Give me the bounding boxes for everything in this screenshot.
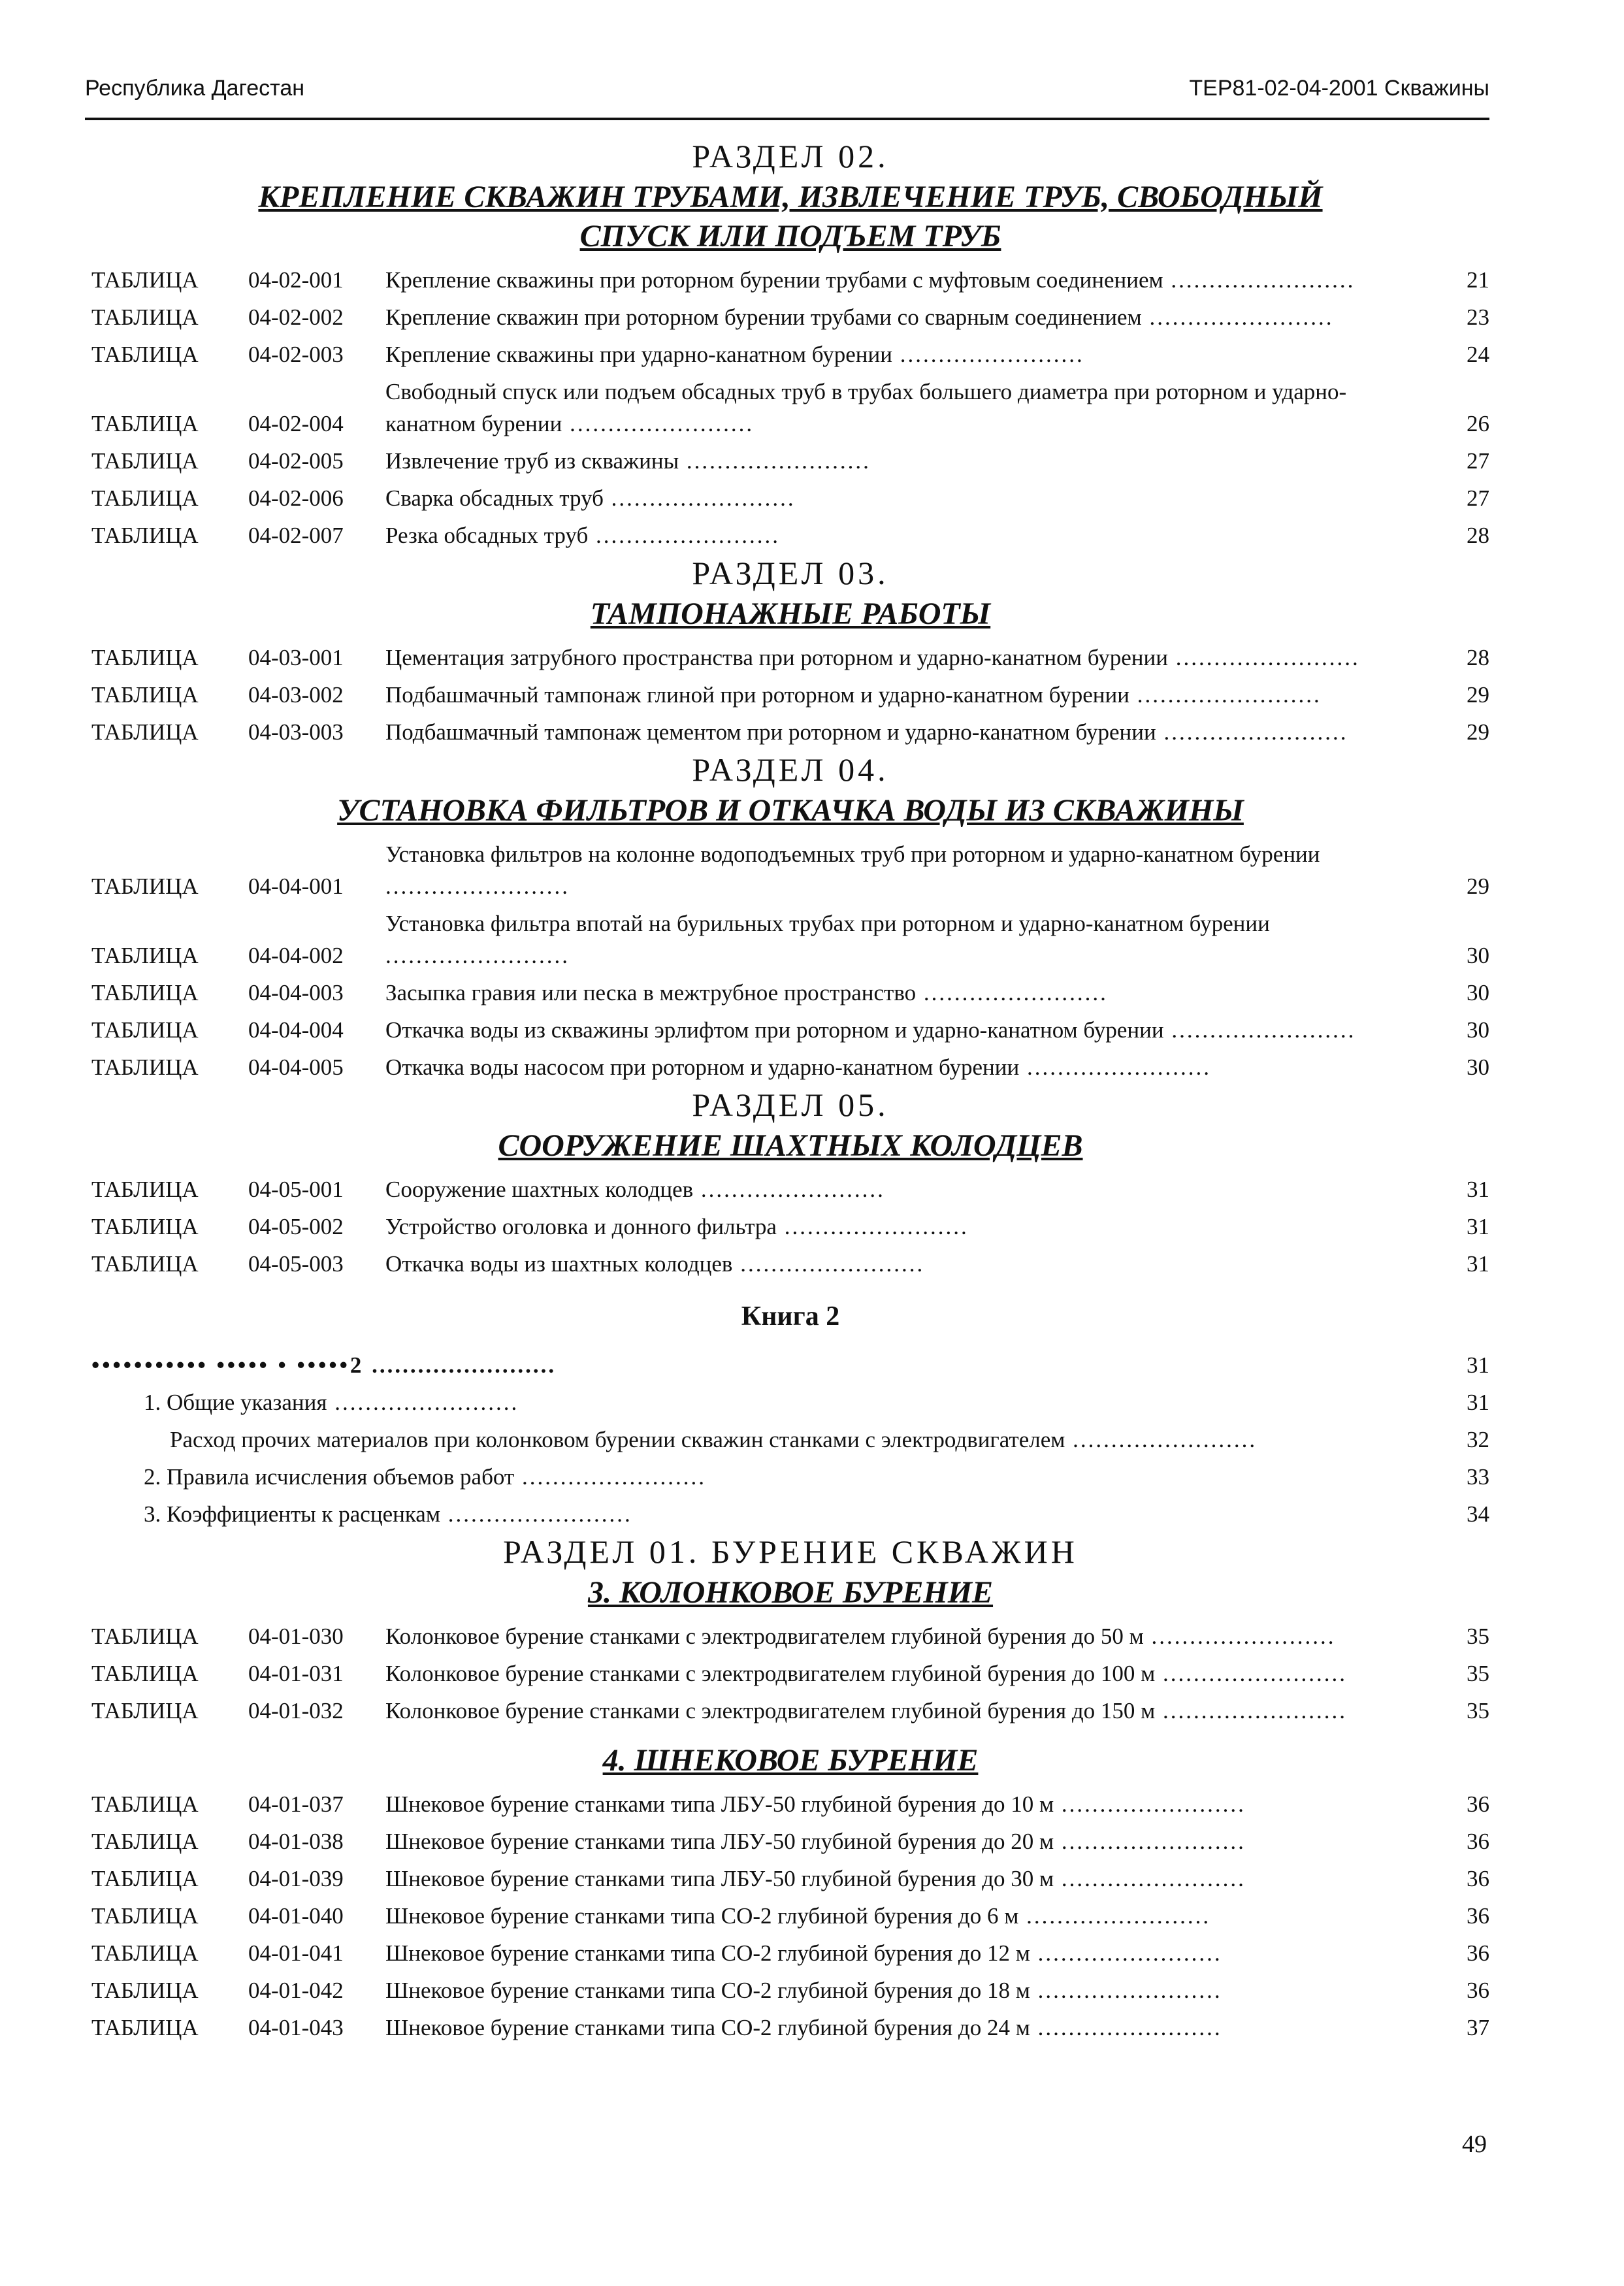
page-number: 49 [1462, 2131, 1487, 2158]
dot-leader: ........................ [385, 943, 570, 968]
table-number: 04-02-007 [248, 523, 344, 548]
section-title: РАЗДЕЛ 05. [692, 1086, 889, 1123]
entry-page-number: 36 [1467, 1978, 1489, 2003]
entry-page-number: 31 [1467, 1251, 1489, 1277]
entry-page-number: 28 [1467, 523, 1489, 548]
table-number: 04-04-004 [248, 1017, 344, 1043]
section-heading: 4. ШНЕКОВОЕ БУРЕНИЕ [602, 1743, 979, 1778]
entry-label: ТАБЛИЦА [91, 1866, 199, 1891]
dot-leader: ........................ [693, 1177, 885, 1202]
entry-title [91, 1386, 1444, 1418]
entry-title-text: Установка фильтров на колонне водоподъемных труб при роторном и ударно-канатном бурении [385, 841, 1320, 867]
entry-label: ТАБЛИЦА [91, 1251, 199, 1277]
entry-page-number: 31 [1467, 1214, 1489, 1239]
entry-title [385, 1620, 1444, 1652]
entry-title [385, 838, 1444, 902]
dot-leader: ........................ [1168, 645, 1360, 670]
toc-entry[interactable] [91, 1208, 1489, 1245]
dot-leader: ........................ [1030, 1978, 1222, 2003]
entry-title-text: Подбашмачный тампонаж глиной при роторном и ударно-канатном бурении [385, 682, 1129, 708]
section-heading: УСТАНОВКА ФИЛЬТРОВ И ОТКАЧКА ВОДЫ ИЗ СКВАЖИНЫ [337, 793, 1244, 828]
dot-leader: ........................ [562, 411, 755, 436]
entry-title-text: 2. Правила исчисления объемов работ [144, 1464, 515, 1490]
toc-entry[interactable] [91, 1421, 1489, 1458]
toc-entry[interactable] [91, 1245, 1489, 1282]
entry-title-text: Крепление скважины при роторном бурении трубами с муфтовым соединением [385, 267, 1163, 293]
entry-page-number: 35 [1467, 1624, 1489, 1649]
entry-page-number: 33 [1467, 1464, 1489, 1490]
entry-page-number: 30 [1467, 1054, 1489, 1080]
entry-title-text: Откачка воды из скважины эрлифтом при роторном и ударно-канатном бурении [385, 1017, 1164, 1043]
entry-title [385, 519, 1444, 551]
entry-title [385, 642, 1444, 674]
entry-title [385, 2012, 1444, 2044]
section-heading: СООРУЖЕНИЕ ШАХТНЫХ КОЛОДЦЕВ [498, 1128, 1083, 1163]
table-number: 04-01-040 [248, 1903, 344, 1929]
entry-label: ТАБЛИЦА [91, 2015, 199, 2040]
toc-entry[interactable] [91, 517, 1489, 554]
dot-leader: ........................ [1163, 1017, 1356, 1043]
entry-title [385, 338, 1444, 370]
table-number: 04-04-003 [248, 980, 344, 1005]
toc-list [91, 836, 1489, 1086]
entry-title-text: Колонковое бурение станками с электродвигателем глубиной бурения до 50 м [385, 1624, 1144, 1649]
toc-entry[interactable] [91, 974, 1489, 1011]
entry-title [385, 1863, 1444, 1895]
entry-title-text: ••••••••••• ••••• • •••••2 [91, 1352, 365, 1378]
toc-block [91, 751, 1489, 1086]
entry-page-number: 36 [1467, 1903, 1489, 1929]
header-right: ТЕР81-02-04-2001 Скважины [1189, 76, 1489, 101]
table-number: 04-01-042 [248, 1978, 344, 2003]
dot-leader: ........................ [1030, 1940, 1222, 1966]
entry-label: ТАБЛИЦА [91, 1978, 199, 2003]
section-heading: 3. КОЛОНКОВОЕ БУРЕНИЕ [587, 1575, 994, 1610]
toc-block [91, 1533, 1489, 1729]
entry-title-text: Установка фильтра впотай на бурильных трубах при роторном и ударно-канатном бурении [385, 911, 1270, 936]
entry-label: ТАБЛИЦА [91, 342, 199, 367]
toc-list [91, 1618, 1489, 1729]
entry-title [385, 1657, 1444, 1690]
toc-entry[interactable] [91, 905, 1489, 974]
entry-title [385, 301, 1444, 333]
entry-label: ТАБЛИЦА [91, 485, 199, 511]
entry-page-number: 35 [1467, 1698, 1489, 1723]
toc-entry[interactable] [91, 836, 1489, 905]
entry-title [385, 1900, 1444, 1932]
entry-page-number: 31 [1467, 1177, 1489, 1202]
toc-entry[interactable] [91, 713, 1489, 751]
dot-leader: ........................ [514, 1464, 706, 1490]
entry-label: ТАБЛИЦА [91, 645, 199, 670]
toc-entry[interactable] [91, 299, 1489, 336]
entry-label: ТАБЛИЦА [91, 682, 199, 708]
dot-leader: ........................ [776, 1214, 969, 1239]
entry-title [385, 1211, 1444, 1243]
entry-label: ТАБЛИЦА [91, 1624, 199, 1649]
entry-page-number: 27 [1467, 485, 1489, 511]
dot-leader: ........................ [1141, 304, 1334, 330]
entry-title-text: Сооружение шахтных колодцев [385, 1177, 694, 1202]
entry-label: ТАБЛИЦА [91, 1698, 199, 1723]
toc-entry[interactable] [91, 373, 1489, 442]
entry-title-text: 1. Общие указания [144, 1390, 327, 1415]
entry-label: ТАБЛИЦА [91, 1661, 199, 1686]
dot-leader: ........................ [916, 980, 1108, 1005]
dot-leader: ........................ [1018, 1903, 1211, 1929]
dot-leader: ........................ [1129, 682, 1322, 708]
toc-block [91, 137, 1489, 554]
toc-list [91, 1786, 1489, 2046]
entry-title [385, 907, 1444, 972]
book-title: Книга 2 [741, 1301, 840, 1331]
toc-list [91, 1347, 1489, 1533]
entry-page-number: 29 [1467, 682, 1489, 708]
entry-page-number: 23 [1467, 304, 1489, 330]
entry-title-text: Свободный спуск или подъем обсадных труб в трубах большего диаметра при роторном и ударно-канатном бурении [385, 379, 1347, 436]
entry-title [385, 977, 1444, 1009]
entry-title-text: Цементация затрубного пространства при роторном и ударно-канатном бурении [385, 645, 1168, 670]
entry-label: ТАБЛИЦА [91, 1940, 199, 1966]
entry-title-text: Шнековое бурение станками типа СО-2 глубиной бурения до 18 м [385, 1978, 1030, 2003]
dot-leader: ........................ [385, 874, 570, 899]
entry-page-number: 32 [1467, 1427, 1489, 1452]
toc-entry[interactable] [91, 336, 1489, 373]
toc-list [91, 1171, 1489, 1282]
toc-block [91, 1729, 1489, 2046]
toc-entry[interactable] [91, 1347, 1489, 1384]
entry-title-text: Извлечение труб из скважины [385, 448, 679, 474]
table-number: 04-02-004 [248, 411, 344, 436]
entry-title-text: Шнековое бурение станками типа СО-2 глубиной бурения до 6 м [385, 1903, 1019, 1929]
entry-label: ТАБЛИЦА [91, 267, 199, 293]
entry-title-text: Резка обсадных труб [385, 523, 589, 548]
entry-title-text: Крепление скважины при ударно-канатном бурении [385, 342, 892, 367]
entry-page-number: 30 [1467, 943, 1489, 968]
dot-leader: ........................ [1054, 1866, 1246, 1891]
toc-entry[interactable] [91, 1618, 1489, 1655]
entry-title-text: Засыпка гравия или песка в межтрубное пространство [385, 980, 917, 1005]
entry-label: ТАБЛИЦА [91, 943, 199, 968]
toc-list [91, 261, 1489, 554]
toc-entry[interactable] [91, 676, 1489, 713]
entry-title [91, 1349, 1444, 1381]
entry-page-number: 21 [1467, 267, 1489, 293]
table-number: 04-01-030 [248, 1624, 344, 1649]
entry-title-text: 3. Коэффициенты к расценкам [144, 1501, 440, 1527]
table-number: 04-01-031 [248, 1661, 344, 1686]
table-number: 04-04-005 [248, 1054, 344, 1080]
dot-leader: ........................ [1054, 1829, 1246, 1854]
toc-entry[interactable] [91, 1049, 1489, 1086]
entry-title [385, 679, 1444, 711]
toc-entry[interactable] [91, 1786, 1489, 1823]
table-number: 04-02-006 [248, 485, 344, 511]
entry-title [385, 445, 1444, 477]
entry-title-text: Крепление скважин при роторном бурении трубами со сварным соединением [385, 304, 1142, 330]
table-number: 04-05-003 [248, 1251, 344, 1277]
entry-label: ТАБЛИЦА [91, 1829, 199, 1854]
table-number: 04-01-039 [248, 1866, 344, 1891]
entry-title-text: Колонковое бурение станками с электродвигателем глубиной бурения до 100 м [385, 1661, 1156, 1686]
entry-label: ТАБЛИЦА [91, 874, 199, 899]
entry-page-number: 35 [1467, 1661, 1489, 1686]
toc-entry[interactable] [91, 1171, 1489, 1208]
table-number: 04-04-001 [248, 874, 344, 899]
entry-title-text: Откачка воды насосом при роторном и ударно-канатном бурении [385, 1054, 1020, 1080]
section-title: РАЗДЕЛ 01. БУРЕНИЕ СКВАЖИН [503, 1533, 1078, 1570]
entry-title [91, 1498, 1444, 1530]
entry-title [385, 482, 1444, 514]
toc-entry[interactable] [91, 1935, 1489, 1972]
toc-entry[interactable] [91, 480, 1489, 517]
dot-leader: ........................ [440, 1501, 632, 1527]
entry-page-number: 37 [1467, 2015, 1489, 2040]
entry-title-text: Шнековое бурение станками типа ЛБУ-50 глубиной бурения до 20 м [385, 1829, 1054, 1854]
dot-leader: ........................ [603, 485, 796, 511]
entry-label: ТАБЛИЦА [91, 1177, 199, 1202]
section-heading: КРЕПЛЕНИЕ СКВАЖИН ТРУБАМИ, ИЗВЛЕЧЕНИЕ ТРУБ, СВОБОДНЫЙ СПУСК ИЛИ ПОДЪЕМ ТРУБ [258, 180, 1323, 253]
spacer [91, 1729, 1489, 1741]
table-number: 04-05-002 [248, 1214, 344, 1239]
toc-entry[interactable] [91, 1011, 1489, 1049]
dot-leader: ........................ [1163, 267, 1356, 293]
entry-title [385, 1248, 1444, 1280]
dot-leader: ........................ [1065, 1427, 1258, 1452]
entry-page-number: 29 [1467, 874, 1489, 899]
entry-label: ТАБЛИЦА [91, 719, 199, 745]
entry-page-number: 29 [1467, 719, 1489, 745]
dot-leader: ........................ [588, 523, 781, 548]
page-header [85, 72, 1489, 120]
entry-page-number: 34 [1467, 1501, 1489, 1527]
entry-label: ТАБЛИЦА [91, 304, 199, 330]
toc-entry[interactable] [91, 1384, 1489, 1421]
toc-content [91, 137, 1489, 2046]
toc-entry[interactable] [91, 1823, 1489, 1860]
toc-entry[interactable] [91, 639, 1489, 676]
entry-label: ТАБЛИЦА [91, 448, 199, 474]
dot-leader: ........................ [892, 342, 1084, 367]
entry-title-text: Шнековое бурение станками типа СО-2 глубиной бурения до 24 м [385, 2015, 1030, 2040]
dot-leader: ........................ [1155, 1698, 1348, 1723]
toc-entry[interactable] [91, 1972, 1489, 2009]
entry-page-number: 36 [1467, 1866, 1489, 1891]
toc-entry[interactable] [91, 2009, 1489, 2046]
entry-title [385, 1937, 1444, 1969]
entry-label: ТАБЛИЦА [91, 1017, 199, 1043]
dot-leader: ........................ [364, 1352, 557, 1378]
dot-leader: ........................ [1030, 2015, 1222, 2040]
dot-leader: ........................ [327, 1390, 519, 1415]
entry-label: ТАБЛИЦА [91, 980, 199, 1005]
dot-leader: ........................ [1019, 1054, 1211, 1080]
entry-title-text: Шнековое бурение станками типа ЛБУ-50 глубиной бурения до 10 м [385, 1791, 1054, 1817]
section-title: РАЗДЕЛ 04. [692, 751, 889, 788]
entry-label: ТАБЛИЦА [91, 1214, 199, 1239]
table-number: 04-02-002 [248, 304, 344, 330]
section-title: РАЗДЕЛ 02. [692, 138, 889, 174]
entry-page-number: 36 [1467, 1940, 1489, 1966]
entry-page-number: 30 [1467, 1017, 1489, 1043]
table-number: 04-01-032 [248, 1698, 344, 1723]
entry-title-text: Подбашмачный тампонаж цементом при роторном и ударно-канатном бурении [385, 719, 1156, 745]
entry-title-text: Колонковое бурение станками с электродвигателем глубиной бурения до 150 м [385, 1698, 1156, 1723]
entry-page-number: 26 [1467, 411, 1489, 436]
table-number: 04-01-043 [248, 2015, 344, 2040]
table-number: 04-03-001 [248, 645, 344, 670]
entry-title-text: Устройство оголовка и донного фильтра [385, 1214, 777, 1239]
dot-leader: ........................ [1054, 1791, 1246, 1817]
table-number: 04-04-002 [248, 943, 344, 968]
entry-label: ТАБЛИЦА [91, 1054, 199, 1080]
toc-block [91, 1086, 1489, 1282]
table-number: 04-01-037 [248, 1791, 344, 1817]
entry-page-number: 30 [1467, 980, 1489, 1005]
toc-entry[interactable] [91, 1860, 1489, 1897]
header-left: Республика Дагестан [85, 76, 305, 101]
entry-title [91, 1424, 1444, 1456]
entry-title [385, 1695, 1444, 1727]
section-heading: ТАМПОНАЖНЫЕ РАБОТЫ [590, 596, 991, 631]
entry-page-number: 28 [1467, 645, 1489, 670]
toc-block [91, 1301, 1489, 1533]
toc-entry[interactable] [91, 1655, 1489, 1692]
table-number: 04-03-002 [248, 682, 344, 708]
entry-title [385, 1825, 1444, 1857]
entry-label: ТАБЛИЦА [91, 1791, 199, 1817]
entry-label: ТАБЛИЦА [91, 1903, 199, 1929]
entry-title [385, 1014, 1444, 1046]
table-number: 04-02-003 [248, 342, 344, 367]
toc-list [91, 639, 1489, 751]
section-title: РАЗДЕЛ 03. [692, 555, 889, 591]
table-number: 04-02-005 [248, 448, 344, 474]
dot-leader: ........................ [1156, 719, 1348, 745]
entry-title [91, 1461, 1444, 1493]
entry-title [385, 1974, 1444, 2006]
entry-page-number: 36 [1467, 1791, 1489, 1817]
entry-title-text: Откачка воды из шахтных колодцев [385, 1251, 733, 1277]
entry-label: ТАБЛИЦА [91, 523, 199, 548]
entry-page-number: 36 [1467, 1829, 1489, 1854]
entry-title [385, 264, 1444, 296]
table-number: 04-01-038 [248, 1829, 344, 1854]
table-number: 04-02-001 [248, 267, 344, 293]
toc-entry[interactable] [91, 261, 1489, 299]
table-number: 04-03-003 [248, 719, 344, 745]
dot-leader: ........................ [1143, 1624, 1336, 1649]
entry-title [385, 1173, 1444, 1205]
entry-title-text: Шнековое бурение станками типа СО-2 глубиной бурения до 12 м [385, 1940, 1030, 1966]
table-number: 04-05-001 [248, 1177, 344, 1202]
entry-title-text: Шнековое бурение станками типа ЛБУ-50 глубиной бурения до 30 м [385, 1866, 1054, 1891]
entry-title [385, 1051, 1444, 1083]
entry-page-number: 31 [1467, 1390, 1489, 1415]
entry-page-number: 24 [1467, 342, 1489, 367]
entry-title [385, 376, 1444, 440]
toc-entry[interactable] [91, 1458, 1489, 1495]
entry-title [385, 716, 1444, 748]
table-number: 04-01-041 [248, 1940, 344, 1966]
toc-entry[interactable] [91, 1692, 1489, 1729]
toc-block [91, 554, 1489, 751]
entry-label: ТАБЛИЦА [91, 411, 199, 436]
dot-leader: ........................ [1155, 1661, 1348, 1686]
toc-entry[interactable] [91, 1495, 1489, 1533]
entry-title-text: Расход прочих материалов при колонковом бурении скважин станками с электродвигателем [170, 1427, 1065, 1452]
toc-entry[interactable] [91, 1897, 1489, 1935]
toc-entry[interactable] [91, 442, 1489, 480]
entry-title [385, 1788, 1444, 1820]
entry-title-text: Сварка обсадных труб [385, 485, 604, 511]
dot-leader: ........................ [679, 448, 871, 474]
dot-leader: ........................ [732, 1251, 925, 1277]
entry-page-number: 31 [1467, 1352, 1489, 1378]
entry-page-number: 27 [1467, 448, 1489, 474]
